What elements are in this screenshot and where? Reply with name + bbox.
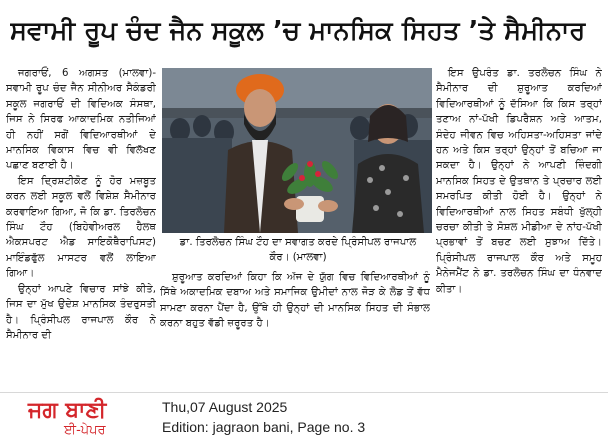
article-paragraph: ਇਸ ਉਪਰੰਤ ਡਾ. ਤਰਲੋਚਨ ਸਿੰਘ ਨੇ ਸੈਮੀਨਾਰ ਦੀ ਸ਼ੁਰੂਆਤ ਕਰਦਿਆਂ ਵਿਦਿਆਰਥੀਆਂ ਨੂੰ ਦੱਸਿਆ ਕਿ ਕਿਸ ਤਰ੍ਹਾਂ ਤਣਾਅ ਨਾਂ-ਪੱਖੀ ਡਿਪਰੈਸ਼ਨ ਅਤੇ ਆਤਮ, ਸੰਦੇਹ ਜੀਵਨ ਵਿਚ ਅਹਿਸਤਾ-ਅਹਿਸਤਾ ਜਾਂਦੇ ਹਨ ਅਤੇ ਕਿਸ ਤਰ੍ਹਾਂ ਉਨ੍ਹਾਂ ਤੋਂ ਬਚਿਆ ਜਾ ਸਕਦਾ ਹੈ। ਉਨ੍ਹਾਂ ਨੇ ਆਪਣੀ ਜ਼ਿੰਦਗੀ ਮਾਨਸਿਕ ਸਿਹਤ ਦੇ ਉਤਥਾਨ ਤੇ ਪ੍ਰਚਾਰ ਲਈ ਸਮਰਪਿਤ ਕੀਤੀ ਹੋਈ ਹੈ। ਉਨ੍ਹਾਂ ਨੇ ਵਿਦਿਆਰਥੀਆਂ ਨਾਲ ਸਿਹਤ ਸਬੰਧੀ ਖੁੱਲ੍ਹੀ ਚਰਚਾ ਕੀਤੀ ਤੇ ਸੋਸ਼ਲ ਮੀਡੀਆ ਦੇ ਨਾਂਹ-ਪੱਖੀ ਪ੍ਰਭਾਵਾਂ ਤੋਂ ਬਚਣ ਲਈ ਸੁਝਾਅ ਦਿੱਤੇ। ਪ੍ਰਿੰਸੀਪਲ ਰਾਜਪਾਲ ਕੌਰ ਅਤੇ ਸਮੂਹ ਮੈਨੇਜਮੈਂਟ ਨੇ ਡਾ. ਤਰਲੋਚਨ ਸਿੰਘ ਦਾ ਧੰਨਵਾਦ ਕੀਤਾ। <box>436 68 602 295</box>
photo-caption: ਡਾ. ਤਿਰਲੋਚਨ ਸਿੰਘ ਟੌਹ ਦਾ ਸਵਾਗਤ ਕਰਦੇ ਪ੍ਰਿੰਸੀਪਲ ਰਾਜਪਾਲ ਕੌਰ। (ਮਾਲਵਾ) <box>179 237 417 263</box>
issue-date: Thu,07 August 2025 <box>162 399 288 415</box>
article-headline: ਸਵਾਮੀ ਰੂਪ ਚੰਦ ਜੈਨ ਸਕੂਲ ’ਚ ਮਾਨਸਿਕ ਸਿਹਤ ’ਤੇ ਸੈਮੀਨਾਰ <box>10 16 586 46</box>
article-bottom-column <box>160 270 430 384</box>
article-paragraph: ਇਸ ਦ੍ਰਿਸ਼ਟੀਕੋਣ ਨੂੰ ਹੋਰ ਮਜ਼ਬੂਤ ਕਰਨ ਲਈ ਸਕੂਲ ਵਲੋਂ ਵਿਸ਼ੇਸ਼ ਸੈਮੀਨਾਰ ਕਰਵਾਇਆ ਗਿਆ, ਜੋ ਕਿ ਡਾ. ਤਿਰਲੋਚਨ ਸਿੰਘ ਟੌਹ (ਬਿਹੇਵੀਅਰਲ ਹੈਲਥ ਐਕਸਪਰਟ ਐਡ ਸਾਇਕੋਥੈਰਾਪਿਸਟ) ਮਾਇੰਡਫੁੱਲ ਮਾਸਟਰ ਵਲੋਂ ਲਾਇਆ ਗਿਆ। <box>6 175 156 280</box>
logo-subtitle: ਈ-ਪੇਪਰ <box>64 423 106 438</box>
epaper-footer <box>0 392 608 444</box>
article-paragraph: ਉਨ੍ਹਾਂ ਆਪਣੇ ਵਿਚਾਰ ਸਾਂਝੇ ਕੀਤੇ, ਜਿਸ ਦਾ ਮੁੱਖ ਉਦੇਸ਼ ਮਾਨਸਿਕ ਤੰਦਰੁਸਤੀ ਹੈ। ਪ੍ਰਿੰਸੀਪਲ ਰਾਜਪਾਲ ਕੌਰ ਨੇ ਸੈਮੀਨਾਰ ਦੀ <box>6 283 156 341</box>
article-right-column <box>436 66 602 384</box>
article-paragraph: ਸ਼ੁਰੂਆਤ ਕਰਦਿਆਂ ਕਿਹਾ ਕਿ ਅੱਜ ਦੇ ਯੁੱਗ ਵਿਚ ਵਿਦਿਆਰਥੀਆਂ ਨੂੰ ਸਿੱਥੇ ਅਕਾਦਮਿਕ ਦਬਾਅ ਅਤੇ ਸਮਾਜਿਕ ਉਮੀਦਾਂ ਨਾਲ ਜੋੜ ਕੇ ਲੋਡ ਤੋਂ ਵੱਧ ਸਾਮਣਾ ਕਰਨਾ ਪੈਂਦਾ ਹੈ, ਉੱਥੇ ਹੀ ਉਨ੍ਹਾਂ ਦੀ ਮਾਨਸਿਕ ਸਿਹਤ ਦੀ ਸੰਭਾਲ ਕਰਨਾ ਬਹੁਤ ਵੱਡੀ ਜ਼ਰੂਰਤ ਹੈ। <box>160 272 430 330</box>
article-left-column <box>6 66 156 384</box>
edition-info: Edition: jagraon bani, Page no. 3 <box>162 419 366 435</box>
jagbani-logo[interactable] <box>28 399 148 441</box>
logo-title: ਜਗ ਬਾਣੀ <box>28 398 107 423</box>
article-paragraph: ਜਗਰਾਓਂ, 6 ਅਗਸਤ (ਮਾਲਵਾ)-ਸਵਾਮੀ ਰੂਪ ਚੰਦ ਜੈਨ ਸੀਨੀਅਰ ਸੈਕੰਡਰੀ ਸਕੂਲ ਜਗਰਾਓਂ ਦੀ ਵਿਦਿਅਕ ਸੰਸਥਾ, ਜਿਸ ਨੇ ਸਿਰਫ ਆਕਾਦਮਿਕ ਨਤੀਜਿਆਂ ਹੀ ਨਹੀਂ ਸਗੋਂ ਵਿਦਿਆਰਥੀਆਂ ਦੇ ਮਾਨਸਿਕ ਵਿਕਾਸ ਵਿਚ ਵੀ ਵਿਲੱਖਣ ਪਛਾਣ ਬਣਾਈ ਹੈ। <box>6 68 156 172</box>
photo-illustration <box>162 68 432 233</box>
article-photo <box>162 68 432 233</box>
